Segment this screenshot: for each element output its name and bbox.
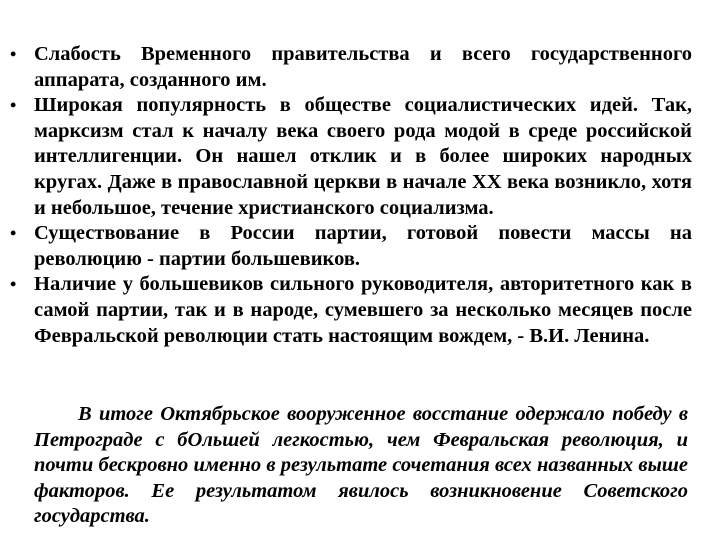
bullet-marker: • xyxy=(10,44,17,64)
factors-list xyxy=(10,42,692,349)
bullet-text: Существование в России партии, готовой повести массы на революцию - партии большевиков. xyxy=(34,222,692,270)
bullet-text: Слабость Временного правительства и всего государственного аппарата, созданного им. xyxy=(34,43,692,91)
bullet-text: Наличие у большевиков сильного руководителя, авторитетного как в самой партии, так и в народе, сумевшего за несколько месяцев после Февральской революции стать настоящим вождем, - В.И. Ленина. xyxy=(34,273,692,347)
bullet-text: Широкая популярность в обществе социалистических идей. Так, марксизм стал к началу века своего рода модой в среде российской интеллигенции. Он нашел отклик и в более широких народных кругах. Даже в православной церкви в начале XX века возникло, хотя и небольшое, течение христианского социализма. xyxy=(34,94,692,219)
list-item xyxy=(10,42,692,93)
bullet-marker: • xyxy=(10,223,17,244)
list-item xyxy=(10,221,692,272)
bullet-marker: • xyxy=(10,95,17,116)
conclusion-paragraph: В итоге Октябрьское вооруженное восстание одержало победу в Петрограде с бОльшей легкостью, чем Февральская революция, и почти бескровно именно в результате сочетания всех названных выше факторов. Ее результатом явилось возникновение Советского государства. xyxy=(34,403,688,528)
bullet-marker: • xyxy=(10,274,17,295)
list-item xyxy=(10,272,692,349)
list-item xyxy=(10,93,692,221)
